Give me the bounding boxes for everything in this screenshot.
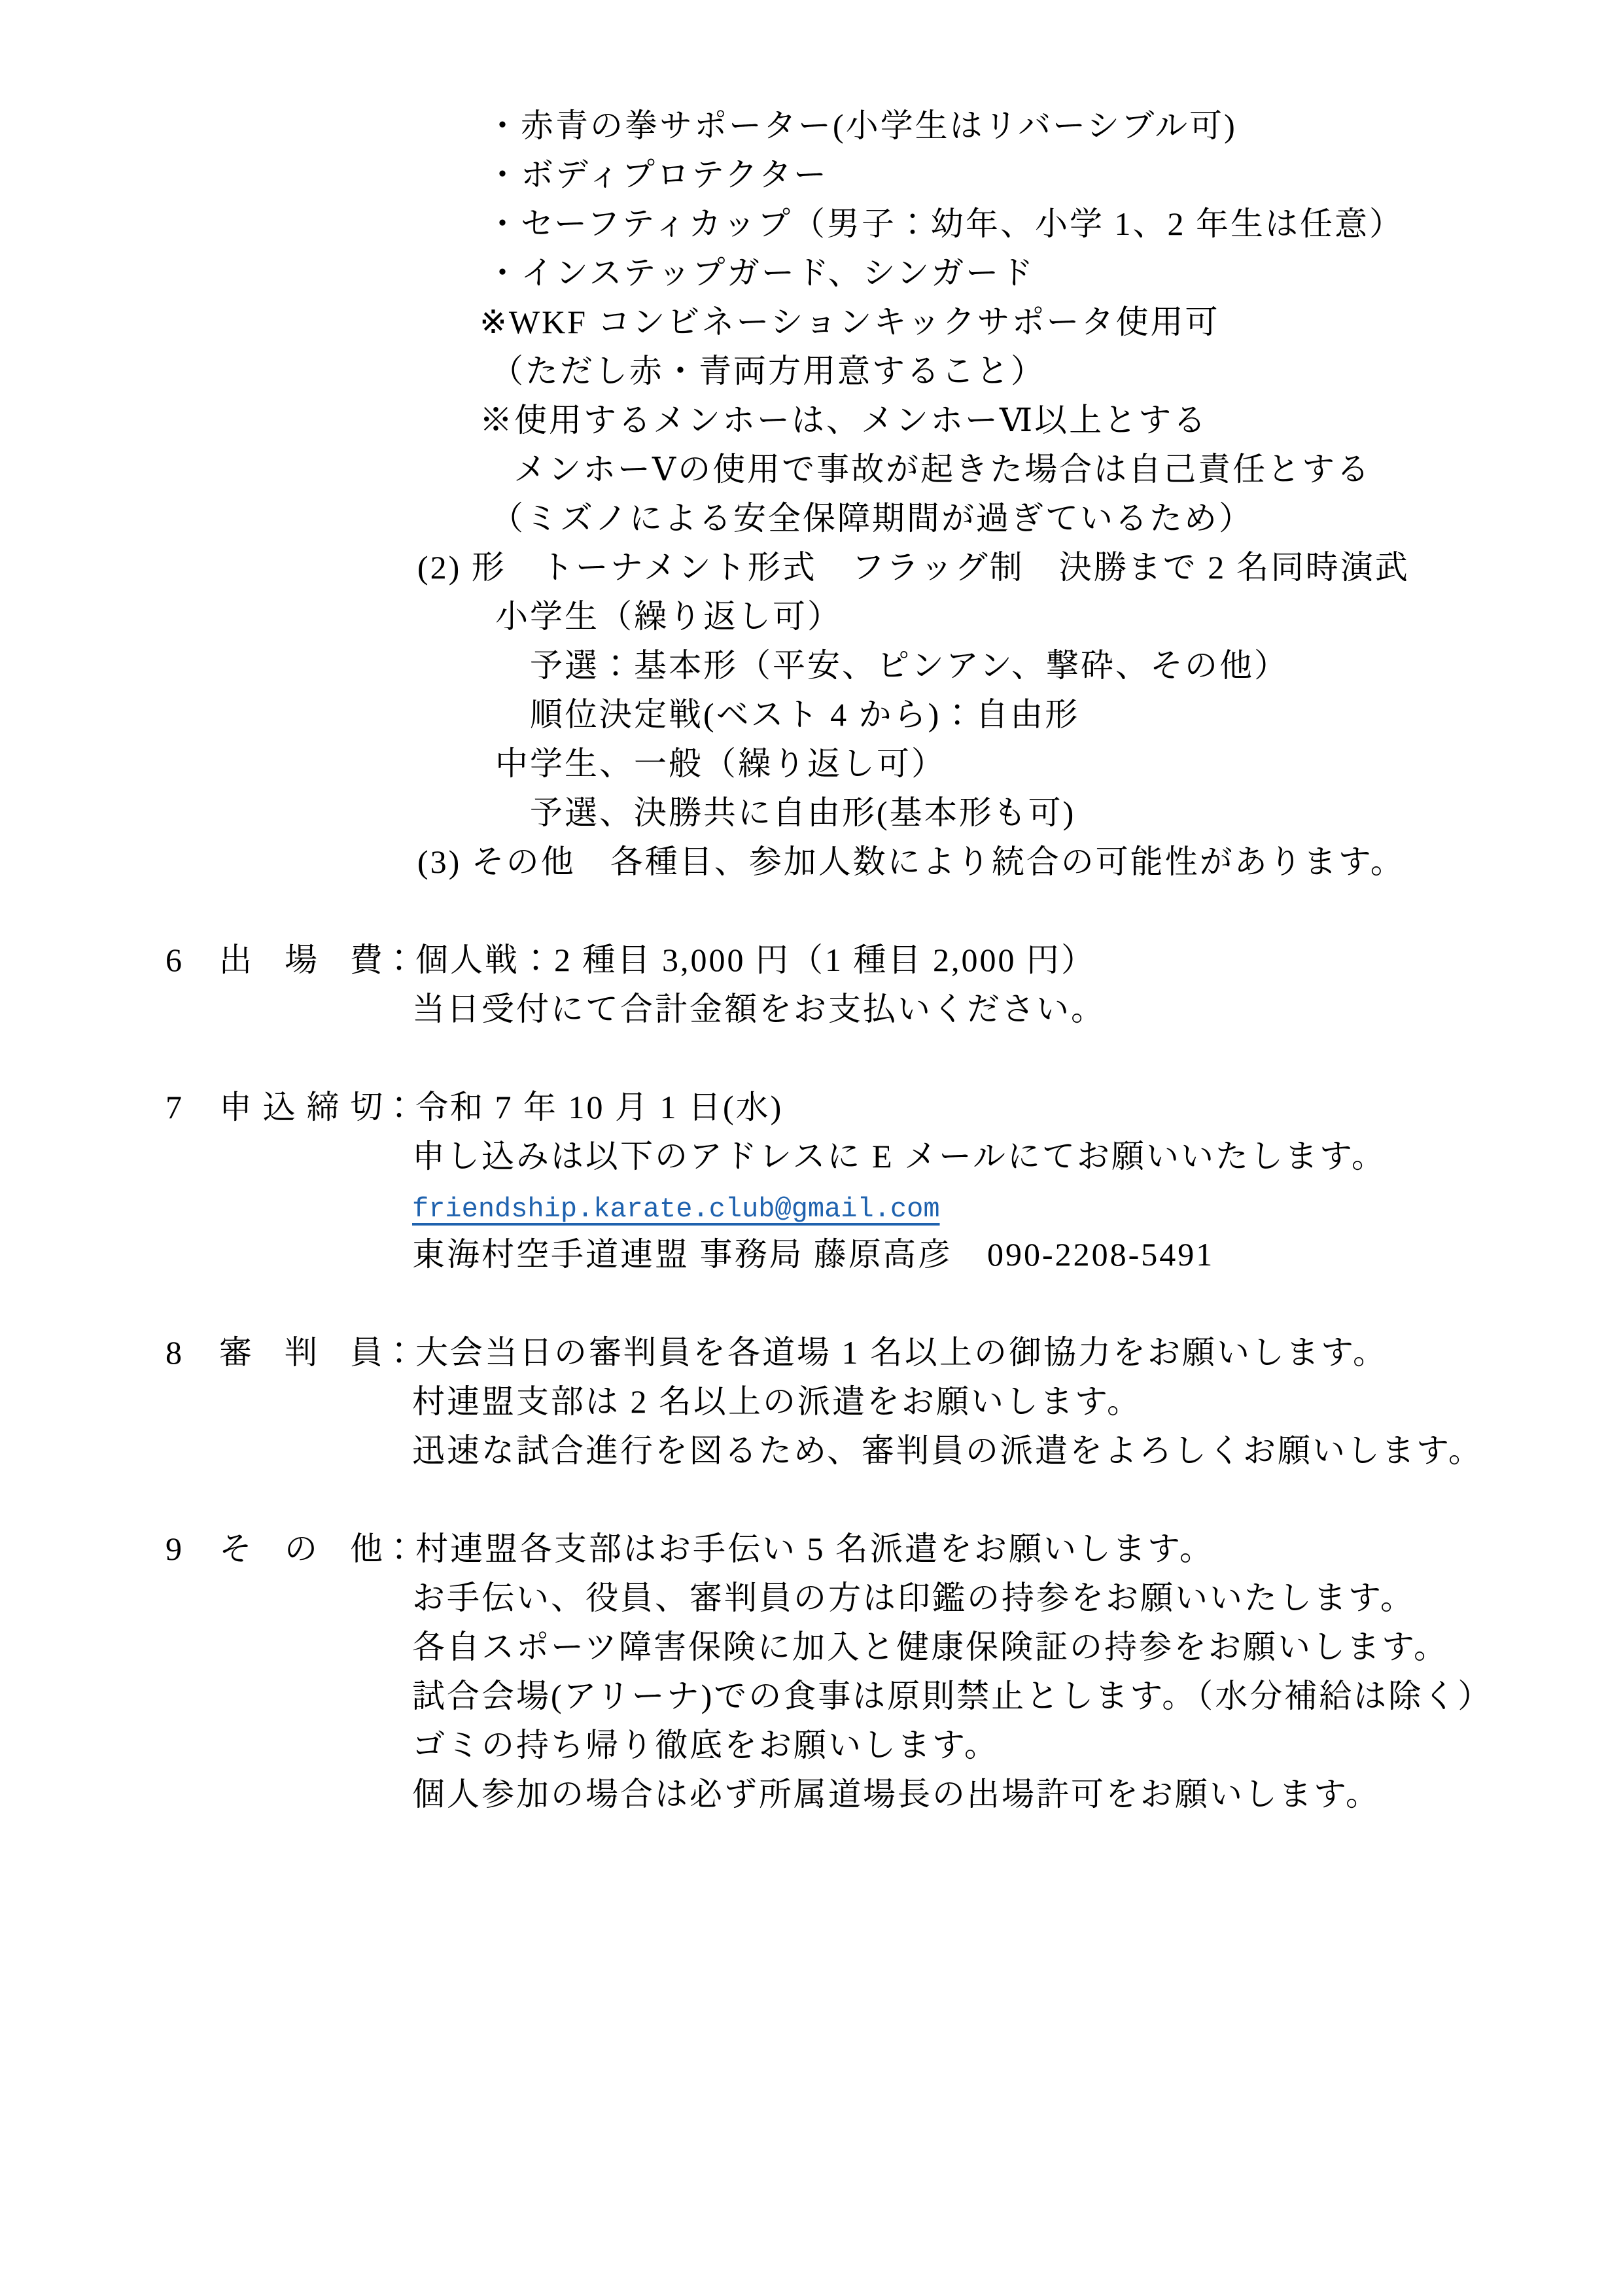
text-line: 小学生（繰り返し可） — [495, 598, 842, 635]
text-line: (2) 形 トーナメント形式 フラッグ制 決勝まで 2 名同時演武 — [417, 549, 1410, 586]
section-label: 出 場 費 — [219, 942, 383, 978]
text-line: 順位決定戦(ベスト 4 から)：自由形 — [530, 696, 1080, 733]
text-line: ・インステップガード、シンガード — [486, 255, 1036, 291]
section-continuation-line — [0, 1181, 1623, 1230]
section-body-text: 令和 7 年 10 月 1 日(水) — [415, 1089, 784, 1125]
section-colon: ： — [383, 1089, 415, 1125]
email-link[interactable]: friendship.karate.club@gmail.com — [412, 1193, 940, 1225]
section-heading-line — [0, 1525, 1623, 1574]
section-body-text: 大会当日の審判員を各道場 1 名以上の御協力をお願いします。 — [415, 1334, 1387, 1371]
document-body — [0, 101, 1623, 1819]
text-line: ・セーフティカップ（男子：幼年、小学 1、2 年生は任意） — [486, 205, 1404, 242]
section-continuation-line: 当日受付にて合計金額をお支払いください。 — [412, 991, 1106, 1027]
text-line: 予選、決勝共に自由形(基本形も可) — [530, 794, 1076, 831]
text-line: ※使用するメンホーは、メンホーⅥ以上とする — [480, 402, 1208, 438]
section-number: 7 — [166, 1089, 182, 1125]
text-line: ※WKF コンビネーションキックサポータ使用可 — [480, 304, 1220, 340]
section-heading-line — [0, 1328, 1623, 1377]
text-line: 予選：基本形（平安、ピンアン、撃砕、その他） — [530, 647, 1289, 684]
section-heading-line — [0, 1083, 1623, 1132]
section-label: そ の 他 — [219, 1530, 383, 1567]
section-continuation-line: お手伝い、役員、審判員の方は印鑑の持参をお願いいたします。 — [412, 1580, 1415, 1616]
blank-line — [0, 1279, 1623, 1328]
text-line: （ただし赤・青両方用意すること） — [491, 353, 1045, 389]
section-continuation-line: 東海村空手道連盟 事務局 藤原高彦 090-2208-5491 — [412, 1236, 1215, 1273]
section-heading-line — [0, 936, 1623, 985]
section-number: 8 — [166, 1334, 182, 1371]
section-label: 審 判 員 — [219, 1334, 383, 1371]
text-line: ・赤青の拳サポーター(小学生はリバーシブル可) — [486, 107, 1237, 144]
blank-line — [0, 1475, 1623, 1525]
text-line: ・ボディプロテクター — [486, 156, 828, 193]
section-colon: ： — [383, 1530, 415, 1567]
blank-line — [0, 1034, 1623, 1083]
section-body-text: 村連盟各支部はお手伝い 5 名派遣をお願いします。 — [415, 1530, 1214, 1567]
blank-line — [0, 887, 1623, 936]
section-continuation-line: 個人参加の場合は必ず所属道場長の出場許可をお願いします。 — [412, 1776, 1380, 1812]
text-line: (3) その他 各種目、参加人数により統合の可能性があります。 — [417, 843, 1405, 880]
section-colon: ： — [383, 1334, 415, 1371]
section-body-text: 個人戦：2 種目 3,000 円（1 種目 2,000 円） — [415, 942, 1096, 978]
text-line: 中学生、一般（繰り返し可） — [495, 745, 946, 782]
section-number: 6 — [166, 942, 182, 978]
text-line: （ミズノによる安全保障期間が過ぎているため） — [491, 500, 1253, 537]
section-continuation-line: 迅速な試合進行を図るため、審判員の派遣をよろしくお願いします。 — [412, 1432, 1483, 1469]
text-line: メンホーⅤの使用で事故が起きた場合は自己責任とする — [514, 451, 1372, 487]
section-continuation-line: ゴミの持ち帰り徹底をお願いします。 — [412, 1727, 999, 1763]
section-continuation-line: 試合会場(アリーナ)での食事は原則禁止とします。（水分補給は除く） — [412, 1678, 1493, 1714]
section-number: 9 — [166, 1530, 182, 1567]
section-continuation-line: 申し込みは以下のアドレスに E メールにてお願いいたします。 — [412, 1138, 1387, 1174]
section-continuation-line: 各自スポーツ障害保険に加入と健康保険証の持参をお願いします。 — [412, 1629, 1448, 1665]
section-colon: ： — [383, 942, 415, 978]
section-label: 申込締切 — [219, 1089, 383, 1125]
section-continuation-line: 村連盟支部は 2 名以上の派遣をお願いします。 — [412, 1383, 1142, 1420]
